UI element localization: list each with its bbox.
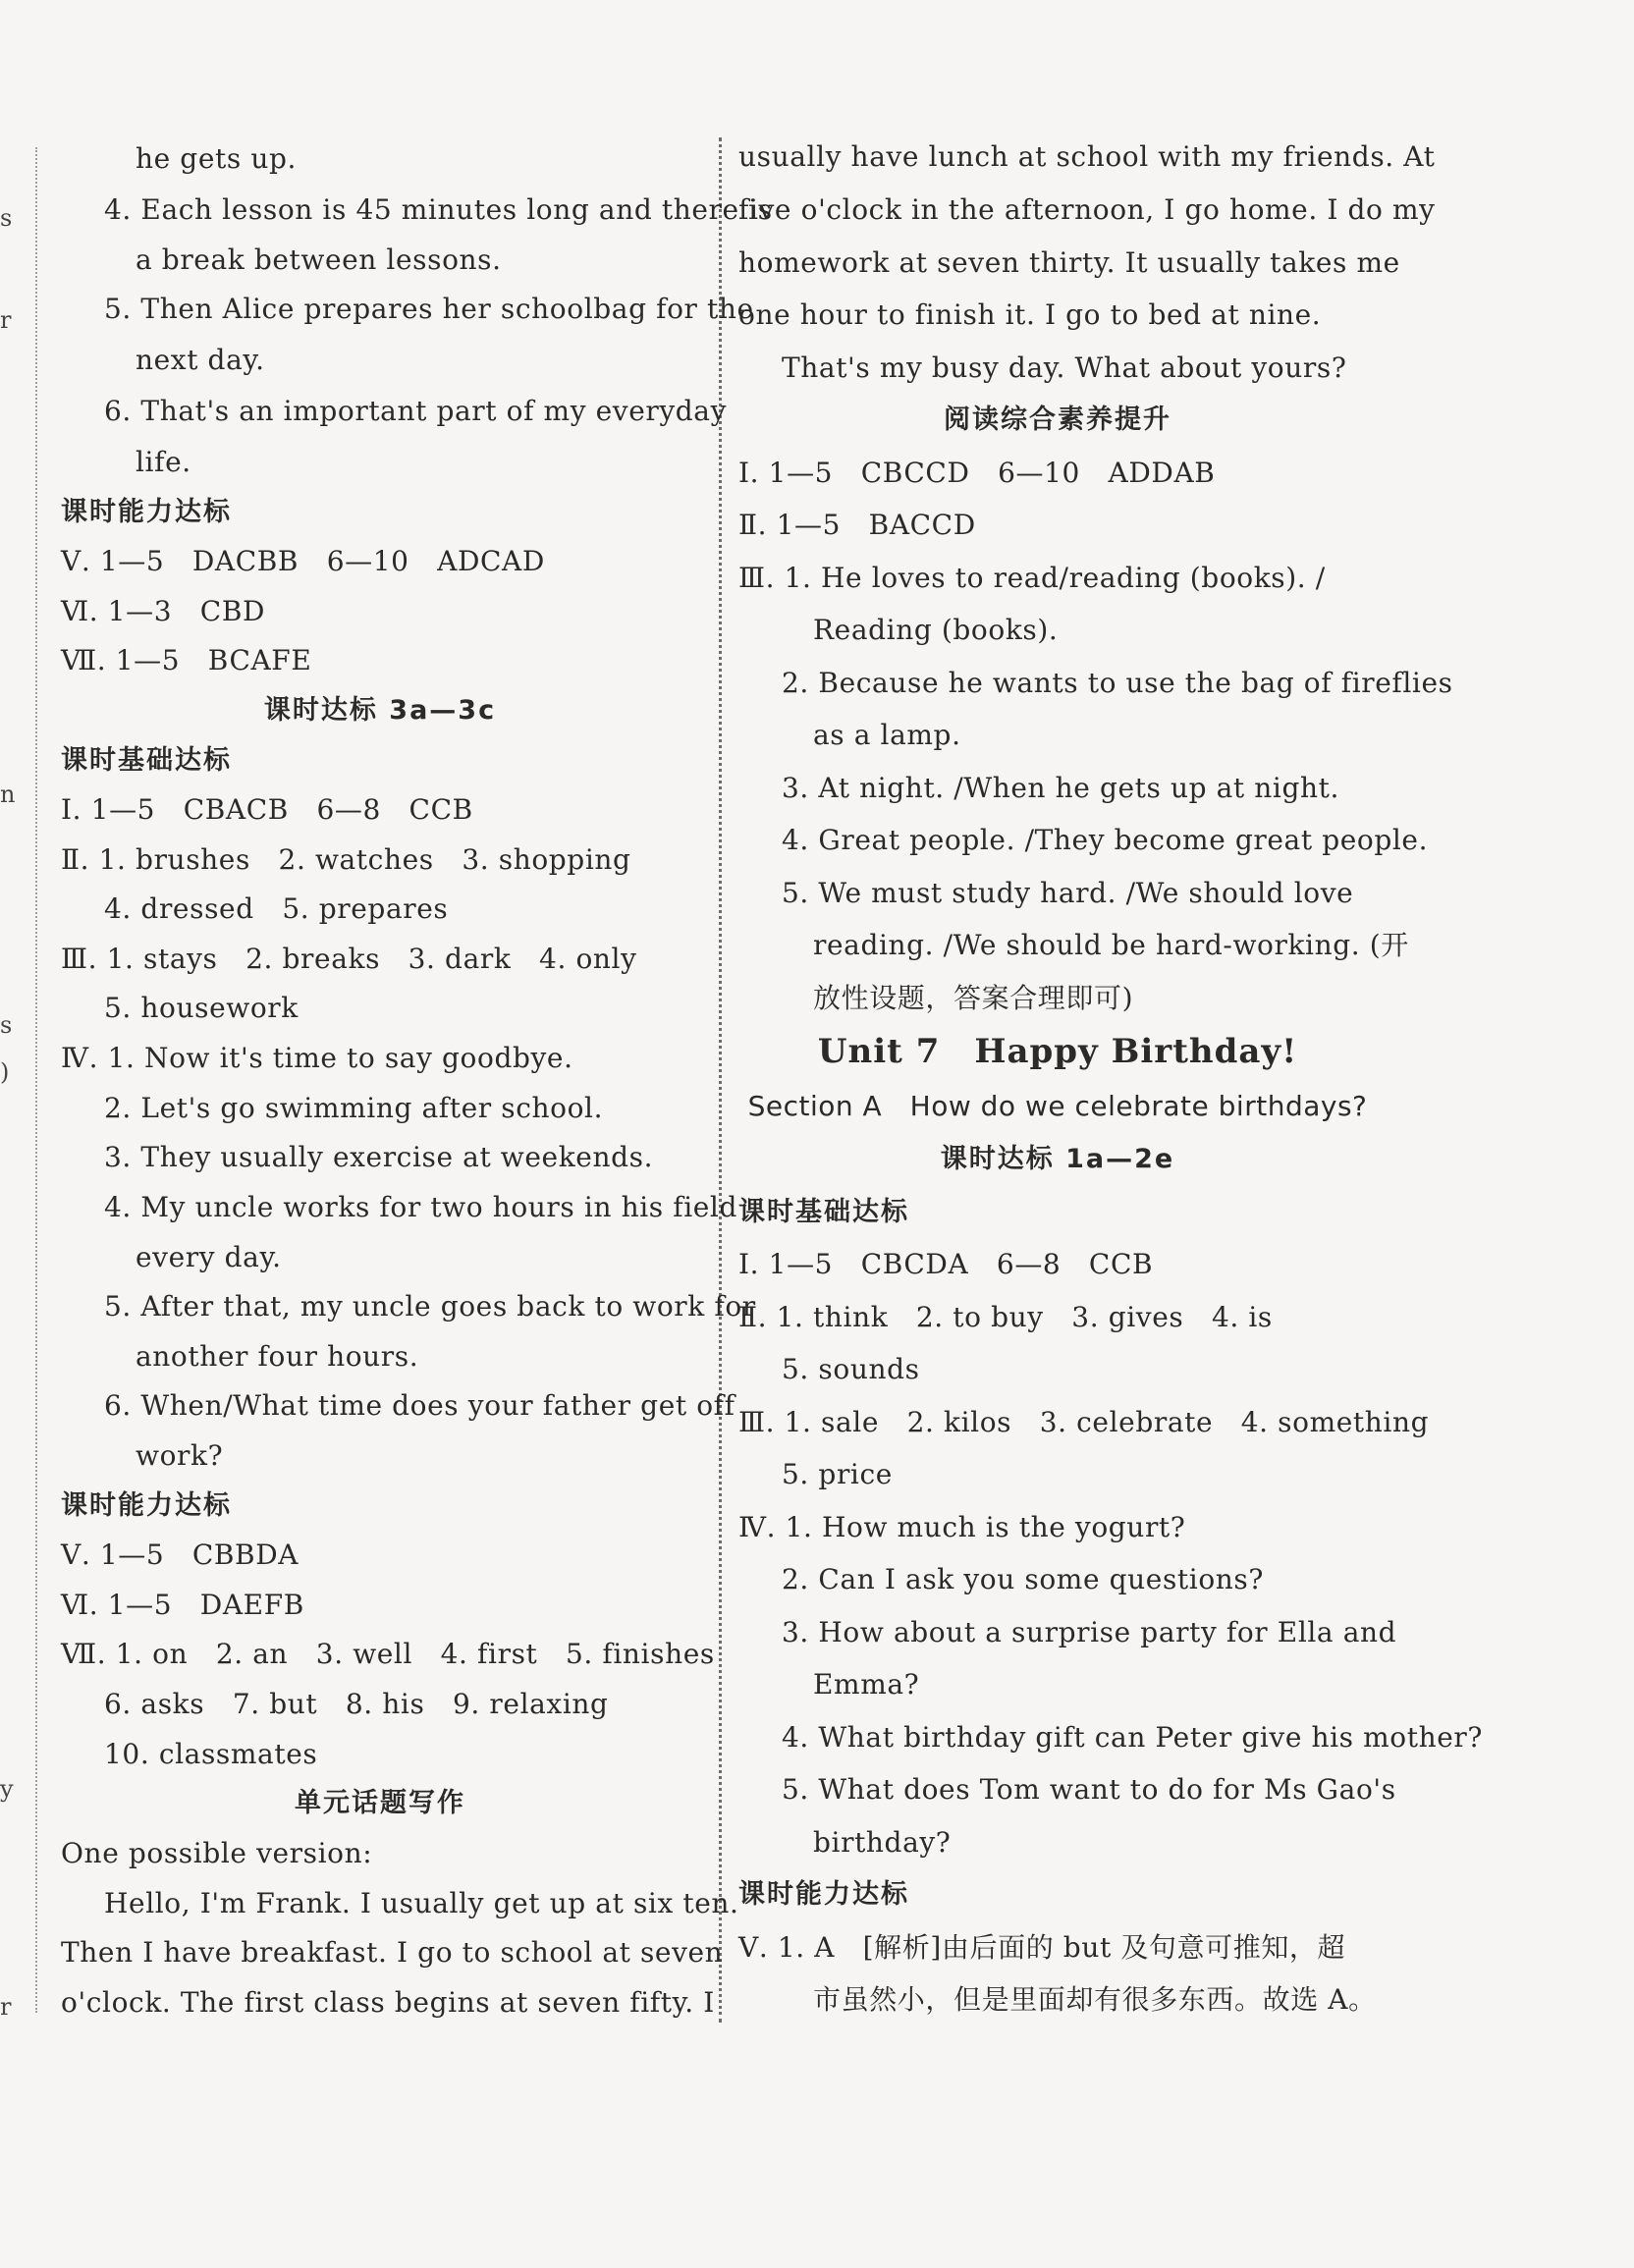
section-heading: 课时能力达标 xyxy=(738,1879,909,1910)
answer-line: 5. sounds xyxy=(782,1353,920,1385)
section-heading: 课时基础达标 xyxy=(61,745,232,776)
text-line: a break between lessons. xyxy=(136,243,502,276)
answer-line: reading. /We should be hard-working. (开 xyxy=(813,929,1409,961)
edge-mark: n xyxy=(0,781,16,808)
answer-line: 5. price xyxy=(782,1458,893,1490)
answer-line: 2. Let's go swimming after school. xyxy=(104,1092,604,1124)
answer-line: 3. At night. /When he gets up at night. xyxy=(782,772,1339,804)
answer-line: Ⅴ. 1—5 DACBB 6—10 ADCAD xyxy=(61,545,545,577)
section-title: 单元话题写作 xyxy=(295,1788,465,1818)
section-title: 阅读综合素养提升 xyxy=(944,405,1171,435)
answer-line: 5. After that, my uncle goes back to work for xyxy=(104,1290,756,1323)
answer-line: 6. When/What time does your father get off xyxy=(104,1389,735,1422)
answer-line: Ⅴ. 1. A [解析]由后面的 but 及句意可推知，超 xyxy=(738,1931,1346,1964)
answer-line: Ⅲ. 1. stays 2. breaks 3. dark 4. only xyxy=(61,943,637,975)
answer-line: Ⅵ. 1—5 DAEFB xyxy=(61,1589,304,1621)
answer-line: 5. What does Tom want to do for Ms Gao's xyxy=(782,1773,1396,1806)
answer-line: 3. They usually exercise at weekends. xyxy=(104,1141,654,1173)
essay-line: Then I have breakfast. I go to school at seven xyxy=(61,1936,724,1969)
edge-mark: s xyxy=(0,204,13,232)
answer-line: 市虽然小，但是里面却有很多东西。故选 A。 xyxy=(813,1983,1377,2016)
answer-line: Ⅳ. 1. How much is the yogurt? xyxy=(738,1511,1186,1543)
answer-line: Ⅳ. 1. Now it's time to say goodbye. xyxy=(61,1042,573,1074)
answer-line: Ⅰ. 1—5 CBCCD 6—10 ADDAB xyxy=(738,457,1216,489)
answer-line: Ⅵ. 1—3 CBD xyxy=(61,595,266,627)
answer-line: Ⅱ. 1. brushes 2. watches 3. shopping xyxy=(61,843,631,876)
answer-line: 3. How about a surprise party for Ella and xyxy=(782,1616,1397,1648)
text-line: next day. xyxy=(136,344,265,376)
edge-mark: r xyxy=(0,306,12,334)
answer-line: Ⅰ. 1—5 CBCDA 6—8 CCB xyxy=(738,1248,1154,1280)
essay-line: homework at seven thirty. It usually takes me xyxy=(738,246,1400,279)
unit-title: Unit 7 Happy Birthday! xyxy=(817,1032,1298,1071)
lesson-title: 课时达标 1a—2e xyxy=(940,1144,1175,1174)
answer-line: as a lamp. xyxy=(813,719,961,751)
answer-line: Ⅶ. 1. on 2. an 3. well 4. first 5. finishes xyxy=(61,1638,715,1670)
essay-line: o'clock. The first class begins at seven fifty. I xyxy=(61,1986,715,2019)
answer-line: work? xyxy=(136,1439,224,1472)
essay-line: Hello, I'm Frank. I usually get up at six ten. xyxy=(104,1887,739,1919)
text-line: 5. Then Alice prepares her schoolbag for the xyxy=(104,293,754,325)
text-line: 4. Each lesson is 45 minutes long and there is xyxy=(104,193,773,226)
answer-line: 4. Great people. /They become great people. xyxy=(782,824,1429,856)
answer-line: Ⅲ. 1. sale 2. kilos 3. celebrate 4. something xyxy=(738,1406,1430,1438)
text-line: life. xyxy=(136,446,191,478)
answer-line: 2. Because he wants to use the bag of fireflies xyxy=(782,667,1453,699)
answer-line: 4. What birthday gift can Peter give his mother? xyxy=(782,1721,1484,1754)
answer-line: Ⅱ. 1. think 2. to buy 3. gives 4. is xyxy=(738,1301,1273,1333)
answer-line: Ⅴ. 1—5 CBBDA xyxy=(61,1539,300,1571)
text-line: One possible version: xyxy=(61,1837,373,1869)
answer-line: 5. We must study hard. /We should love xyxy=(782,877,1354,909)
answer-line: birthday? xyxy=(813,1826,952,1859)
text-line: he gets up. xyxy=(136,142,297,175)
answer-line: 放性设题，答案合理即可) xyxy=(813,982,1134,1014)
essay-line: five o'clock in the afternoon, I go home. I do my xyxy=(738,193,1436,226)
edge-mark: y xyxy=(0,1775,14,1803)
answer-line: Ⅲ. 1. He loves to read/reading (books). / xyxy=(738,562,1326,594)
answer-line: another four hours. xyxy=(136,1340,419,1373)
answer-line: Emma? xyxy=(813,1668,920,1701)
answer-line: 5. housework xyxy=(104,992,299,1024)
section-subtitle: Section A How do we celebrate birthdays? xyxy=(747,1090,1368,1122)
left-margin-rule xyxy=(35,147,37,2013)
edge-mark: ) xyxy=(0,1058,10,1086)
essay-line: That's my busy day. What about yours? xyxy=(782,351,1347,384)
answer-line: Reading (books). xyxy=(813,614,1059,646)
answer-line: 2. Can I ask you some questions? xyxy=(782,1563,1264,1595)
answer-line: 10. classmates xyxy=(104,1738,318,1770)
answer-line: Ⅰ. 1—5 CBACB 6—8 CCB xyxy=(61,793,473,826)
section-heading: 课时基础达标 xyxy=(738,1197,909,1227)
essay-line: usually have lunch at school with my friends. At xyxy=(738,140,1436,173)
answer-line: 6. asks 7. but 8. his 9. relaxing xyxy=(104,1688,609,1720)
answer-line: every day. xyxy=(136,1241,282,1273)
answer-line: 4. My uncle works for two hours in his field xyxy=(104,1191,737,1223)
text-line: 6. That's an important part of my everyday xyxy=(104,395,728,427)
answer-line: Ⅶ. 1—5 BCAFE xyxy=(61,644,312,676)
edge-mark: r xyxy=(0,1993,12,2021)
answer-line: 4. dressed 5. prepares xyxy=(104,892,449,925)
section-heading: 课时能力达标 xyxy=(61,497,232,527)
answer-line: Ⅱ. 1—5 BACCD xyxy=(738,509,976,541)
edge-mark: s xyxy=(0,1011,13,1039)
essay-line: one hour to finish it. I go to bed at nine. xyxy=(738,298,1322,331)
section-heading: 课时能力达标 xyxy=(61,1490,232,1521)
lesson-title: 课时达标 3a—3c xyxy=(263,695,497,726)
